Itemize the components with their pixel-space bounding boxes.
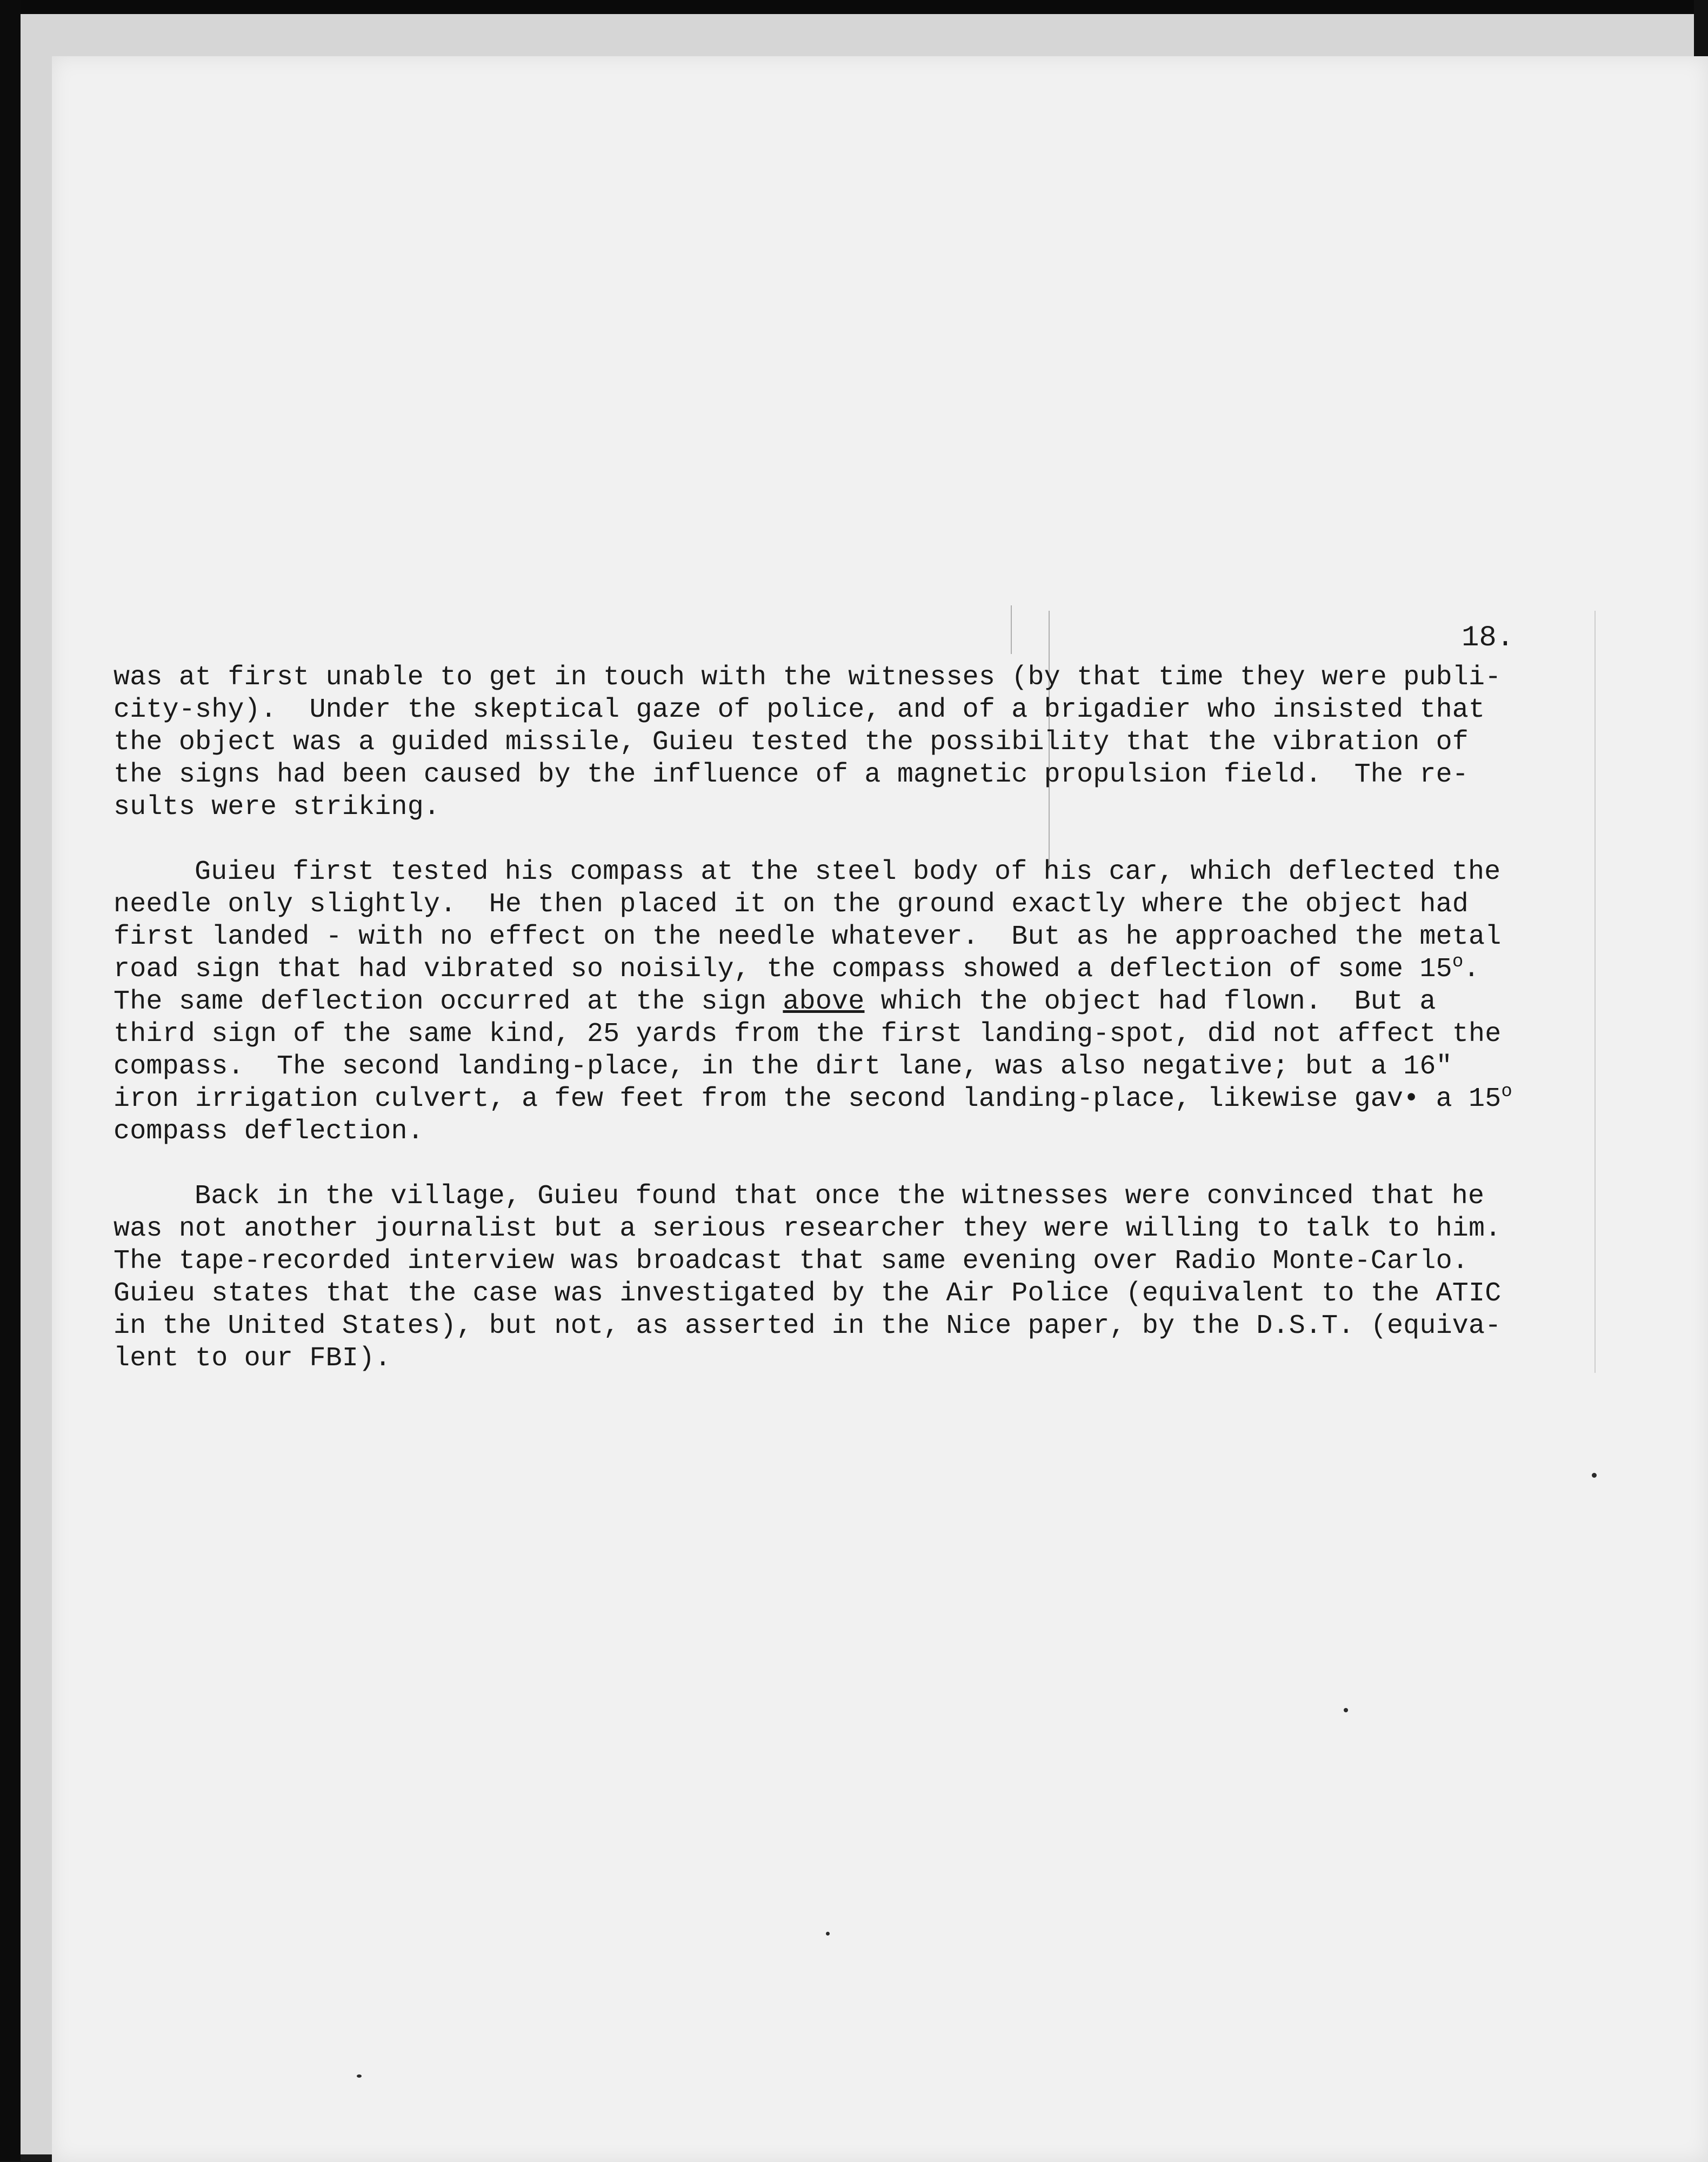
text-line: third sign of the same kind, 25 yards from the first landing-spot, did not affect the xyxy=(114,1019,1502,1050)
scan-speck xyxy=(357,2074,362,2078)
text-line xyxy=(114,986,1573,1018)
text-line: Back in the village, Guieu found that once the witnesses were convinced that he xyxy=(195,1181,1485,1212)
scan-streak xyxy=(1011,605,1012,654)
paragraph-3 xyxy=(114,1180,1573,1375)
body-text xyxy=(114,662,1573,1407)
text-line: was not another journalist but a serious researcher they were willing to talk to him. xyxy=(114,1213,1502,1244)
text-line xyxy=(114,953,1573,986)
degree-sign: o xyxy=(1452,952,1464,972)
text-line: sults were striking. xyxy=(114,792,441,823)
paragraph-1 xyxy=(114,662,1573,824)
text-line: compass deflection. xyxy=(114,1116,424,1147)
scan-speck xyxy=(1592,1473,1597,1478)
sentence-end: . xyxy=(1463,954,1480,985)
text-line: needle only slightly. He then placed it on the ground exactly where the object had xyxy=(114,889,1469,920)
text-line: in the United States), but not, as asserted in the Nice paper, by the D.S.T. (equiva- xyxy=(114,1311,1502,1342)
text-line: the signs had been caused by the influence of a magnetic propulsion field. The re- xyxy=(114,759,1469,790)
text-line-content: The same deflection occurred at the sign xyxy=(114,986,783,1017)
text-line: the object was a guided missile, Guieu tested the possibility that the vibration of xyxy=(114,727,1469,758)
text-line: The tape-recorded interview was broadcast that same evening over Radio Monte-Carlo. xyxy=(114,1246,1469,1277)
degree-sign: o xyxy=(1501,1082,1513,1102)
text-line-content: road sign that had vibrated so noisily, the compass showed a deflection of some 15 xyxy=(114,954,1452,985)
scan-speck xyxy=(826,1932,830,1936)
text-line: was at first unable to get in touch with the witnesses (by that time they were publi- xyxy=(114,662,1502,693)
text-line: lent to our FBI). xyxy=(114,1343,391,1374)
text-line-content: which the object had flown. But a xyxy=(864,986,1436,1017)
scan-speck xyxy=(1344,1708,1348,1712)
scan-border-top xyxy=(0,0,1708,14)
text-line: compass. The second landing-place, in the dirt lane, was also negative; but a 16" xyxy=(114,1051,1452,1082)
scan-border-left xyxy=(0,0,21,2161)
paragraph-2 xyxy=(114,856,1573,1148)
underlined-word: above xyxy=(783,986,865,1017)
text-line-content: iron irrigation culvert, a few feet from the second landing-place, likewise gav• a 15 xyxy=(114,1084,1502,1115)
page-number: 18. xyxy=(1462,622,1514,655)
text-line: city-shy). Under the skeptical gaze of police, and of a brigadier who insisted that xyxy=(114,695,1485,725)
scan-streak xyxy=(1594,611,1596,1373)
text-line: first landed - with no effect on the needle whatever. But as he approached the metal xyxy=(114,922,1502,952)
text-line: Guieu states that the case was investigated by the Air Police (equivalent to the ATIC xyxy=(114,1278,1502,1309)
text-line: Guieu first tested his compass at the steel body of his car, which deflected the xyxy=(195,857,1501,888)
text-line xyxy=(114,1083,1573,1116)
